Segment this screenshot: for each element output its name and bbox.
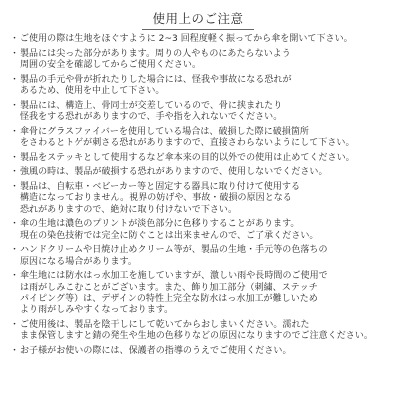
- list-item: [10, 75, 386, 98]
- list-item: [10, 271, 386, 316]
- list-item: [10, 153, 386, 164]
- list-item-text-line: 原因になる場合があります。: [20, 256, 137, 267]
- list-item: [10, 127, 386, 150]
- list-item-text-line: 周囲の安全を確認してからご使用ください。: [20, 59, 202, 70]
- bullet-mark: ・: [10, 167, 20, 178]
- list-item-text-line: お子様がお使いの際には、保護者の指導のうえでご使用ください。: [20, 345, 292, 356]
- list-item: [10, 49, 386, 72]
- bullet-mark: ・: [10, 152, 20, 163]
- list-item-text-line: 製品には尖った部分があります。周りの人やものにあたらないよう: [20, 48, 291, 59]
- title-wrapper: [10, 8, 386, 30]
- list-item-text-line: ハンドクリームや日焼け止めクリーム等が、製品の生地・手元等の色落ちの: [20, 245, 328, 256]
- list-item-text-line: 製品は、自転車・ベビーカー等と固定する器具に取り付けて使用する: [20, 182, 301, 192]
- list-item-text-line: 恐れがありますので、絶対に取り付けないで下さい。: [20, 204, 238, 215]
- bullet-mark: ・: [10, 34, 20, 44]
- bullet-mark: ・: [10, 100, 20, 111]
- list-item-text-line: 傘の生地は濃色のプリントが淡色部分に色移りすることがあります。: [20, 219, 300, 230]
- list-item: [10, 34, 386, 45]
- list-item-text-line: 製品には、構造上、骨同士が交差しているので、骨に挟まれたり: [20, 100, 283, 111]
- bullet-mark: ・: [10, 245, 20, 256]
- list-item-text-line: あるため、使用を中止して下さい。: [20, 85, 165, 96]
- list-item-text-line: は雨がしみこむことがございます。また、飾り加工部分（刺繍、ステッチ: [20, 282, 318, 293]
- list-item-text-line: 構造になっておりません。視界の妨げや、事故・破損の原因となる: [20, 193, 292, 204]
- list-item-text-line: より雨がしみやすくなっております。: [20, 305, 174, 316]
- bullet-mark: ・: [10, 271, 20, 282]
- bullet-mark: ・: [10, 48, 20, 59]
- list-item-text-line: 現在の染色技術では完全に防ぐことは出来ませんので、ご了承ください。: [20, 230, 319, 241]
- list-item-text-line: 強風の時は、製品が破損する恐れがありますので、使用しないでください。: [20, 167, 328, 178]
- bullet-mark: ・: [10, 219, 20, 230]
- list-item-text-line: 製品の手元や骨が折れたりした場合には、怪我や事故になる恐れが: [20, 74, 292, 85]
- list-item: [10, 167, 386, 178]
- bullet-mark: ・: [10, 74, 20, 85]
- bullet-mark: ・: [10, 126, 20, 137]
- list-item: [10, 346, 386, 357]
- list-item-text-line: まま保管しますと錆の発生や生地の色移りなどの原因になりますのでご注意ください。: [20, 331, 373, 342]
- list-item-text-line: 傘生地には防水はっ水加工を施していますが、激しい雨や長時間のご使用で: [20, 271, 328, 282]
- list-item: [10, 101, 386, 124]
- list-item-text-line: をさわるとトゲが刺さる恐れがありますので、直接さわらないようにして下さい。: [20, 137, 355, 148]
- precautions-list: [10, 34, 386, 357]
- list-item: [10, 219, 386, 242]
- list-item-text-line: パイピング等）は、デザインの特性上完全な防水はっ水加工が難しいため: [20, 293, 318, 304]
- list-item-text-line: 傘骨にグラスファイバーを使用している場合は、破損した際に破損箇所: [20, 126, 309, 137]
- list-item-text-line: 怪我をする恐れがありますので、手や指を入れないでください。: [20, 111, 283, 122]
- bullet-mark: ・: [10, 182, 20, 192]
- list-item: [10, 320, 386, 343]
- list-item: [10, 245, 386, 268]
- list-item: [10, 182, 386, 216]
- page-title: 使用上のご注意: [142, 9, 253, 30]
- list-item-text-line: ご使用の際は生地をほぐすように 2~3 回程度軽く振ってから傘を開いて下さい。: [20, 34, 353, 44]
- list-item-text-line: 製品をステッキとして使用するなど傘本来の目的以外での使用は止めてください。: [20, 152, 355, 163]
- bullet-mark: ・: [10, 319, 20, 330]
- list-item-text-line: ご使用後は、製品を陰干しにして乾いてからおしまいください。濡れた: [20, 319, 310, 330]
- bullet-mark: ・: [10, 345, 20, 356]
